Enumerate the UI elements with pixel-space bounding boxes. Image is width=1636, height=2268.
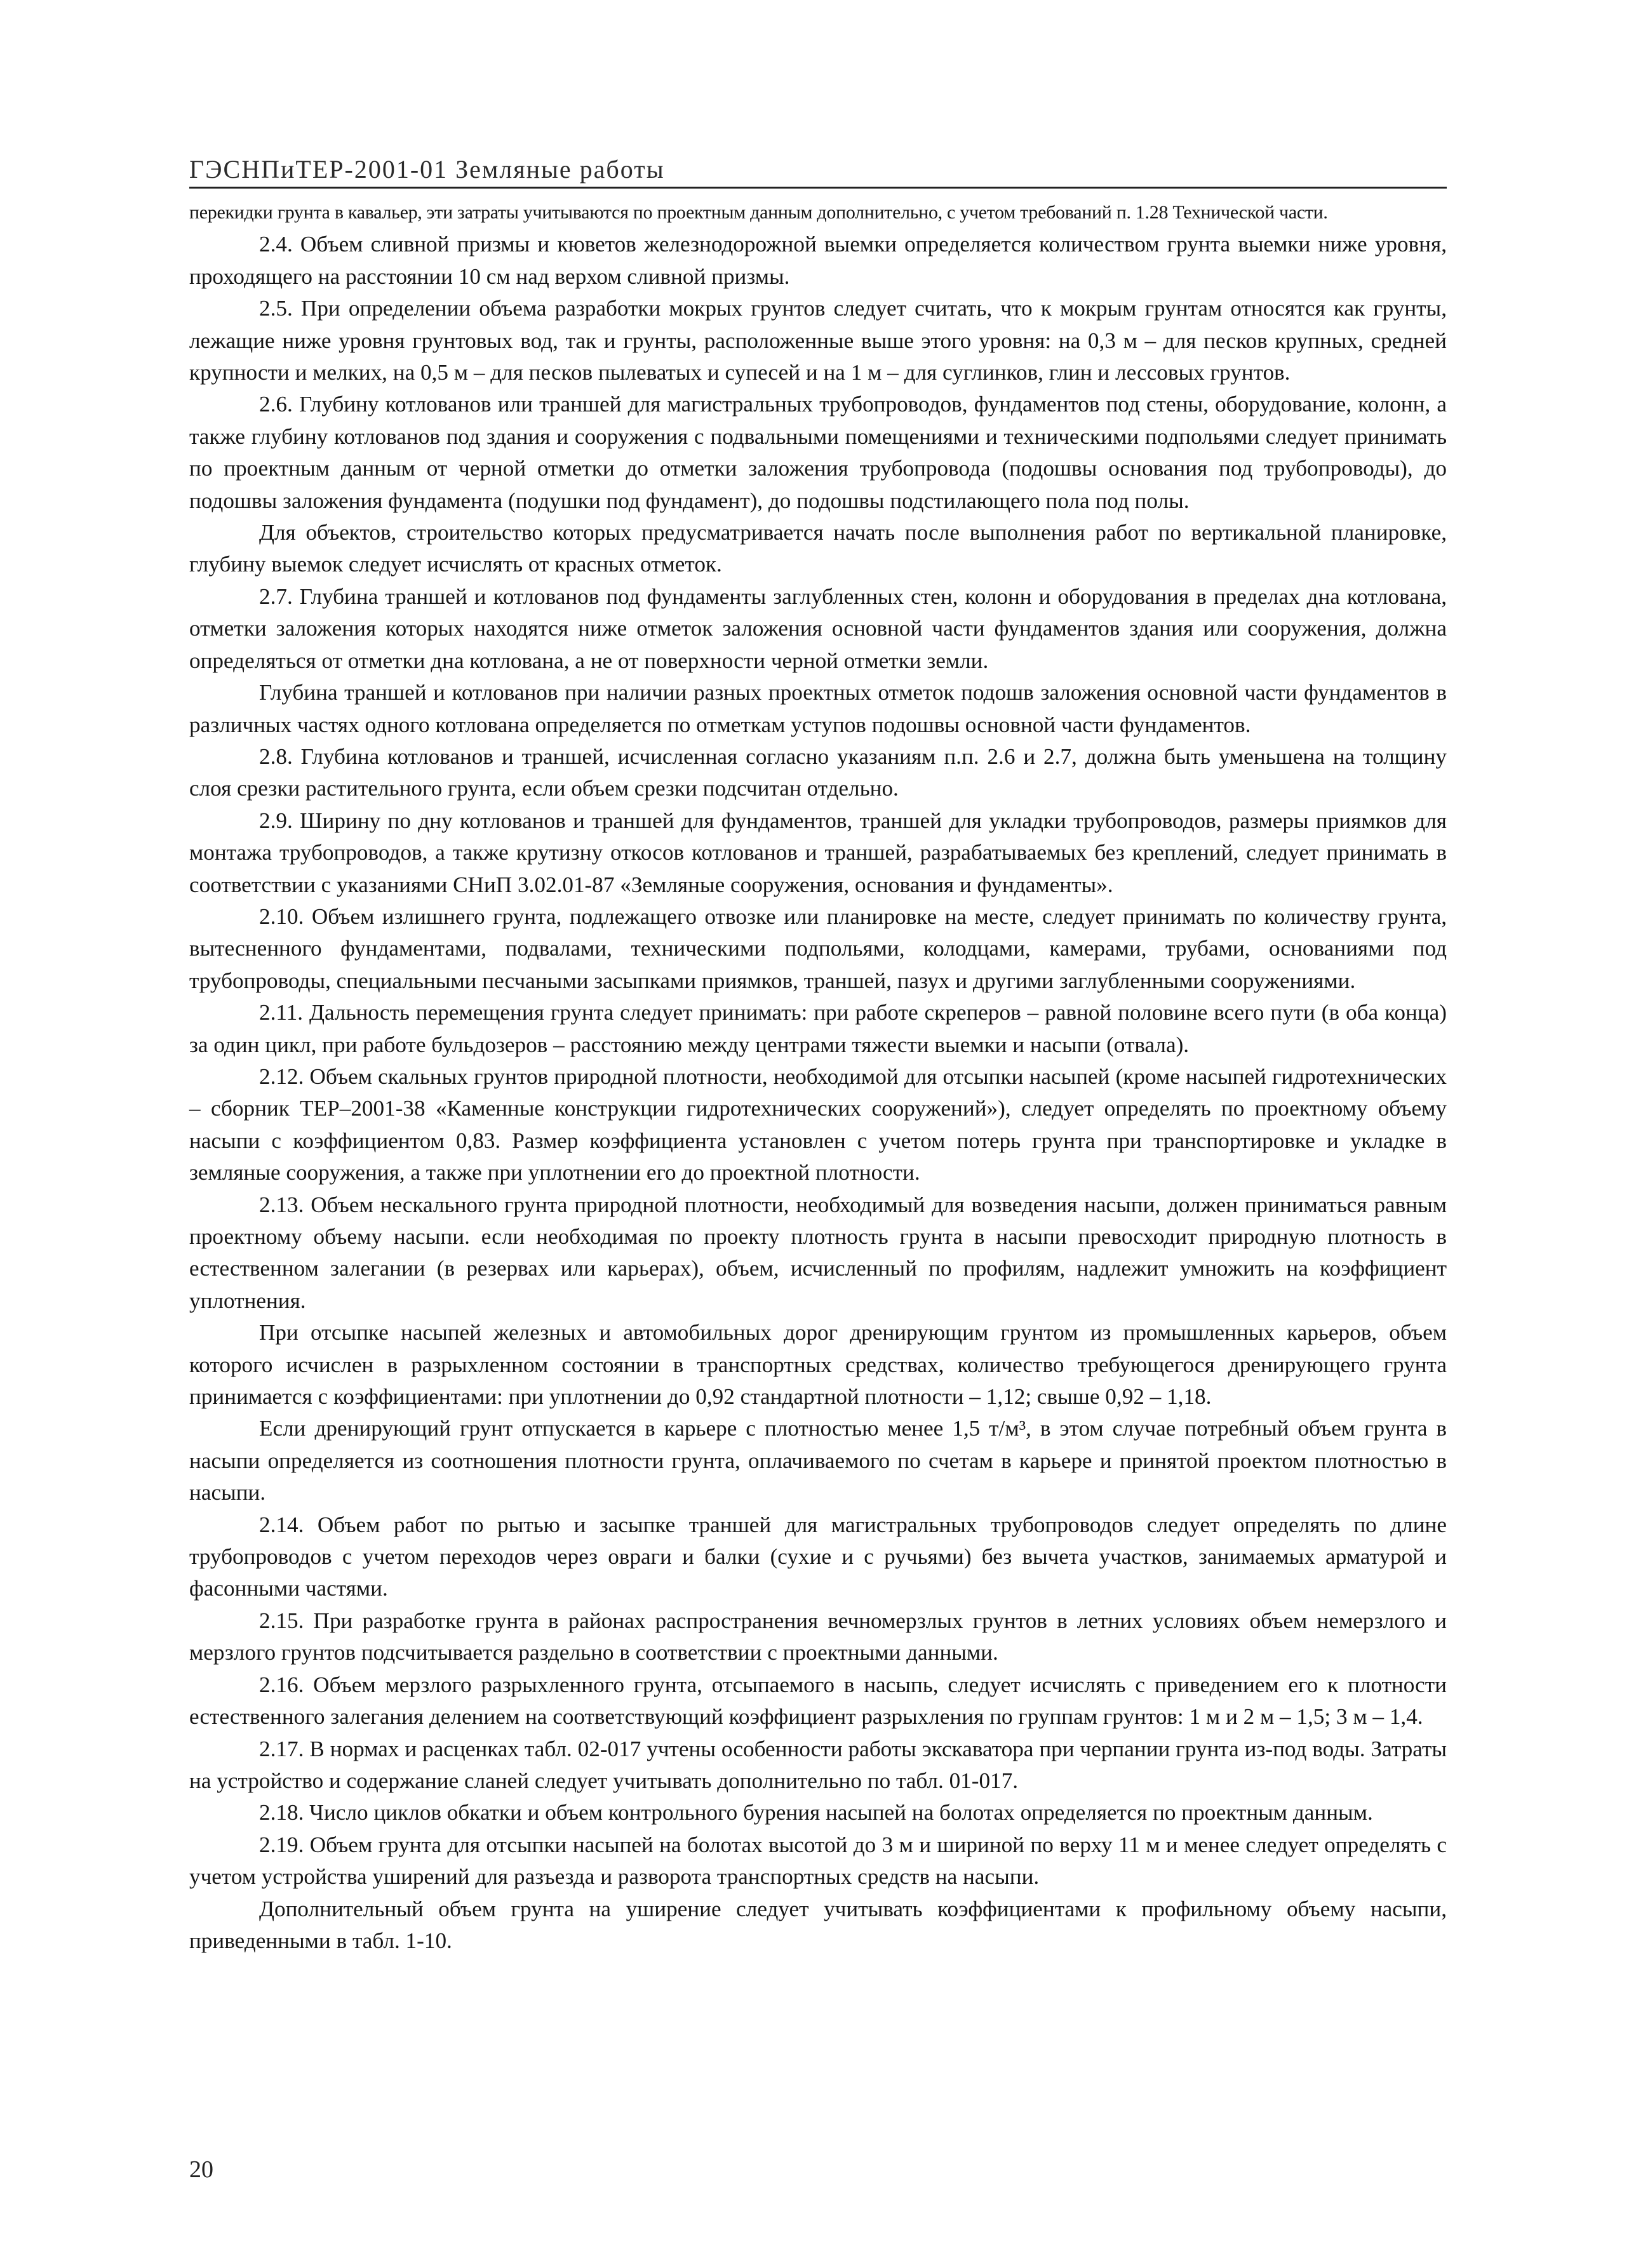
running-header — [189, 150, 1447, 189]
paragraph-2-19: 2.19. Объем грунта для отсыпки насыпей на болотах высотой до 3 м и шириной по верху 11 м и менее следует определять с учетом устройства уширений для разъезда и разворота транспортных средств на насыпи. — [189, 1832, 1447, 1890]
document-body — [189, 197, 1447, 1957]
paragraph-2-4: 2.4. Объем сливной призмы и кюветов железнодорожной выемки определяется количеством грунта выемки ниже уровня, проходящего на расстоянии 10 см над верхом сливной призмы. — [189, 232, 1447, 289]
paragraph-2-19-widening: Дополнительный объем грунта на уширение следует учитывать коэффициентами к профильному объему насыпи, приведенными в табл. 1-10. — [189, 1896, 1447, 1953]
paragraph-2-7-depth: Глубина траншей и котлованов при наличии разных проектных отметок подошв заложения основной части фундаментов в различных частях одного котлована определяется по отметкам уступов подошвы основной части фундаментов. — [189, 680, 1447, 737]
paragraph-2-7: 2.7. Глубина траншей и котлованов под фундаменты заглубленных стен, колонн и оборудования в пределах дна котлована, отметки заложения которых находятся ниже отметок заложения основной части фундаментов здания или сооружения, должна определяться от отметки дна котлована, а не от поверхности черной отметки земли. — [189, 584, 1447, 673]
paragraph-2-6: 2.6. Глубину котлованов или траншей для магистральных трубопроводов, фундаментов под стены, оборудование, колонн, а также глубину котлованов под здания и сооружения с подвальными помещениями и техническими подпольями следует принимать по проектным данным от черной отметки до отметки заложения трубопровода (подошвы основания под трубопроводы), до подошвы заложения фундамента (подушки под фундамент), до подошвы подстилающего пола под полы. — [189, 392, 1447, 513]
header-title: ГЭСНПиТЕР-2001-01 Земляные работы — [189, 155, 665, 183]
paragraph-2-13-drainage: При отсыпке насыпей железных и автомобильных дорог дренирующим грунтом из промышленных карьеров, объем которого исчислен в разрыхленном состоянии в транспортных средствах, количество требующегося дренирующего грунта принимается с коэффициентами: при уплотнении до 0,92 стандартной плотности – 1,12; свыше 0,92 – 1,18. — [189, 1320, 1447, 1410]
paragraph-2-15: 2.15. При разработке грунта в районах распространения вечномерзлых грунтов в летних условиях объем немерзлого и мерзлого грунтов подсчитывается раздельно в соответствии с проектными данными. — [189, 1608, 1447, 1665]
paragraph-2-17: 2.17. В нормах и расценках табл. 02-017 учтены особенности работы экскаватора при черпании грунта из-под воды. Затраты на устройство и содержание сланей следует учитывать дополнительно по табл. 01-017. — [189, 1736, 1447, 1793]
paragraph-2-18: 2.18. Число циклов обкатки и объем контрольного бурения насыпей на болотах определяется по проектным данным. — [259, 1800, 1373, 1825]
paragraph-2-5: 2.5. При определении объема разработки мокрых грунтов следует считать, что к мокрым грунтам относятся как грунты, лежащие ниже уровня грунтовых вод, так и грунты, расположенные выше этого уровня: на 0,3 м – для песков крупных, средней крупности и мелких, на 0,5 м – для песков пылеватых и супесей и на 1 м – для суглинков, глин и лессовых грунтов. — [189, 296, 1447, 385]
paragraph-2-11: 2.11. Дальность перемещения грунта следует принимать: при работе скреперов – равной половине всего пути (в оба конца) за один цикл, при работе бульдозеров – расстоянию между центрами тяжести выемки и насыпи (отвала). — [189, 1000, 1447, 1057]
paragraph-2-16: 2.16. Объем мерзлого разрыхленного грунта, отсыпаемого в насыпь, следует исчислять с приведением его к плотности естественного залегания делением на соответствующий коэффициент разрыхления по группам грунтов: 1 м и 2 м – 1,5; 3 м – 1,4. — [189, 1672, 1447, 1730]
paragraph-2-13-density: Если дренирующий грунт отпускается в карьере с плотностью менее 1,5 т/м³, в этом случае потребный объем грунта в насыпи определяется из соотношения плотности грунта, оплачиваемого по счетам в карьере и принятой проектом плотностью в насыпи. — [189, 1416, 1447, 1505]
page-number: 20 — [189, 2156, 213, 2183]
paragraph-continuation: перекидки грунта в кавальер, эти затраты учитываются по проектным данным дополнительно, с учетом требований п. 1.28 Технической части. — [189, 202, 1328, 223]
paragraph-2-8: 2.8. Глубина котлованов и траншей, исчисленная согласно указаниям п.п. 2.6 и 2.7, должна быть уменьшена на толщину слоя срезки растительного грунта, если объем срезки подсчитан отдельно. — [189, 744, 1447, 801]
paragraph-2-14: 2.14. Объем работ по рытью и засыпке траншей для магистральных трубопроводов следует определять по длине трубопроводов с учетом переходов через овраги и балки (сухие и с ручьями) без вычета участков, занимаемых арматурой и фасонными частями. — [189, 1512, 1447, 1601]
paragraph-2-6-objects: Для объектов, строительство которых предусматривается начать после выполнения работ по вертикальной планировке, глубину выемок следует исчислять от красных отметок. — [189, 520, 1447, 577]
paragraph-2-13: 2.13. Объем нескального грунта природной плотности, необходимый для возведения насыпи, должен приниматься равным проектному объему насыпи. если необходимая по проекту плотность грунта в насыпи превосходит природную плотность в естественном залегании (в резервах или карьерах), объем, исчисленный по профилям, надлежит умножить на коэффициент уплотнения. — [189, 1192, 1447, 1313]
paragraph-2-12: 2.12. Объем скальных грунтов природной плотности, необходимой для отсыпки насыпей (кроме насыпей гидротехнических – сборник ТЕР–2001-38 «Каменные конструкции гидротехнических сооружений»), следует определять по проектному объему насыпи с коэффициентом 0,83. Размер коэффициента установлен с учетом потерь грунта при транспортировке и укладке в земляные сооружения, а также при уплотнении его до проектной плотности. — [189, 1064, 1447, 1185]
paragraph-2-9: 2.9. Ширину по дну котлованов и траншей для фундаментов, траншей для укладки трубопроводов, размеры приямков для монтажа трубопроводов, а также крутизну откосов котлованов и траншей, разрабатываемых без креплений, следует принимать в соответствии с указаниями СНиП 3.02.01-87 «Земляные сооружения, основания и фундаменты». — [189, 808, 1447, 897]
paragraph-2-10: 2.10. Объем излишнего грунта, подлежащего отвозке или планировке на месте, следует принимать по количеству грунта, вытесненного фундаментами, подвалами, техническими подпольями, колодцами, камерами, трубами, основаниями под трубопроводы, специальными песчаными засыпками приямков, траншей, пазух и другими заглубленными сооружениями. — [189, 904, 1447, 993]
